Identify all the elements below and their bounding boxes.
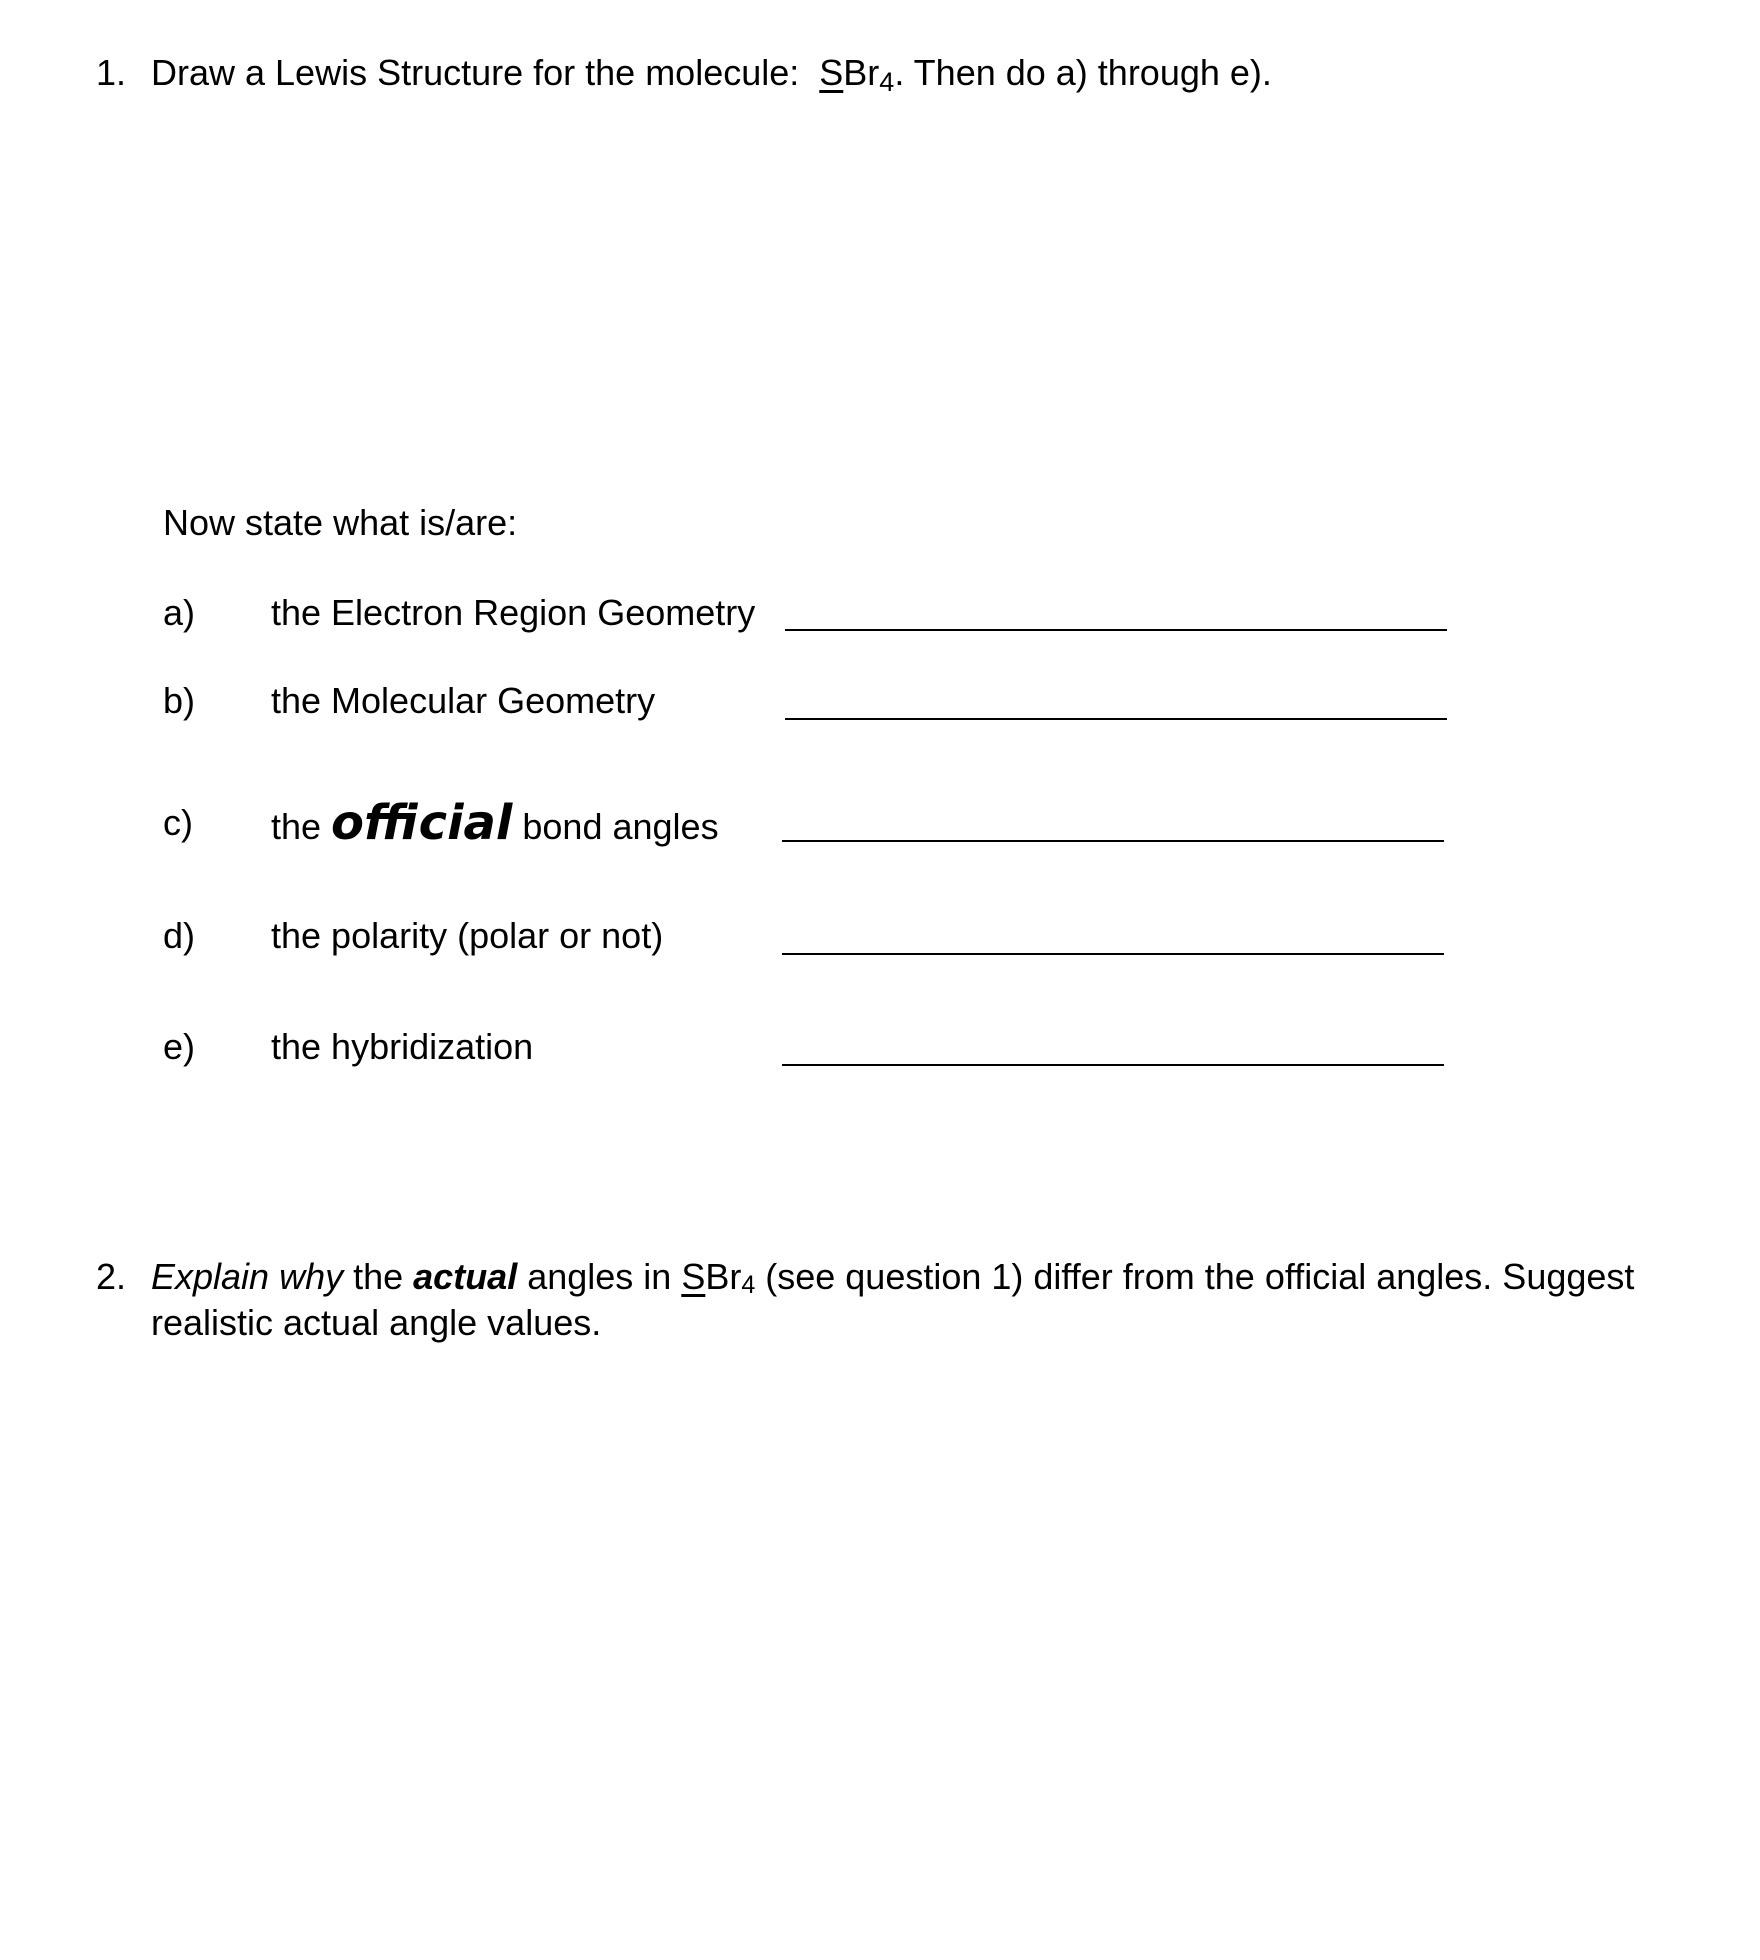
question-2-number: 2. (96, 1256, 127, 1297)
question-1-prefix: Draw a Lewis Structure for the molecule: (151, 52, 820, 93)
answer-blank-a[interactable] (785, 629, 1447, 631)
question-1-formula-rest: Br (843, 52, 880, 93)
item-e (163, 1024, 1463, 1084)
item-c (163, 795, 1463, 860)
answer-blank-e[interactable] (782, 1064, 1444, 1066)
item-b-text: the Molecular Geometry (271, 680, 656, 721)
item-e-text: the hybridization (271, 1026, 534, 1067)
question-2-bold-italic: actual (413, 1256, 518, 1297)
question-2-part1: the (343, 1256, 414, 1297)
answer-blank-b[interactable] (785, 718, 1447, 720)
question-1-number: 1. (96, 52, 127, 93)
question-1-text (151, 50, 1272, 96)
instructions-intro: Now state what is/are: (163, 502, 518, 543)
item-a (163, 590, 1463, 650)
answer-blank-d[interactable] (782, 953, 1444, 955)
answer-blank-c[interactable] (782, 840, 1444, 842)
question-1-central-atom: S (819, 52, 844, 93)
item-b-letter: b) (163, 680, 196, 721)
item-b (163, 678, 1463, 738)
item-a-text: the Electron Region Geometry (271, 592, 756, 633)
question-2-italic: Explain why (151, 1256, 344, 1297)
question-2-text (151, 1254, 1711, 1346)
question-1-formula-subscript: 4 (879, 67, 895, 97)
question-2-formula-subscript: 4 (741, 1271, 756, 1299)
item-a-letter: a) (163, 592, 196, 633)
item-c-text (271, 795, 719, 851)
item-d-text: the polarity (polar or not) (271, 915, 664, 956)
item-c-suffix: bond angles (512, 806, 719, 847)
question-2-formula-rest: Br (705, 1256, 742, 1297)
item-c-emphasis: official (331, 795, 513, 851)
item-d (163, 913, 1463, 973)
item-d-letter: d) (163, 915, 196, 956)
question-2-central-atom: S (681, 1256, 706, 1297)
question-2-part3: (see question 1) differ from the official angles. Suggest realistic actual angle values. (151, 1256, 1635, 1343)
item-c-prefix: the (271, 806, 332, 847)
item-c-letter: c) (163, 802, 193, 843)
question-2-part2: angles in (517, 1256, 682, 1297)
question-1-suffix: . Then do a) through e). (894, 52, 1272, 93)
item-e-letter: e) (163, 1026, 196, 1067)
